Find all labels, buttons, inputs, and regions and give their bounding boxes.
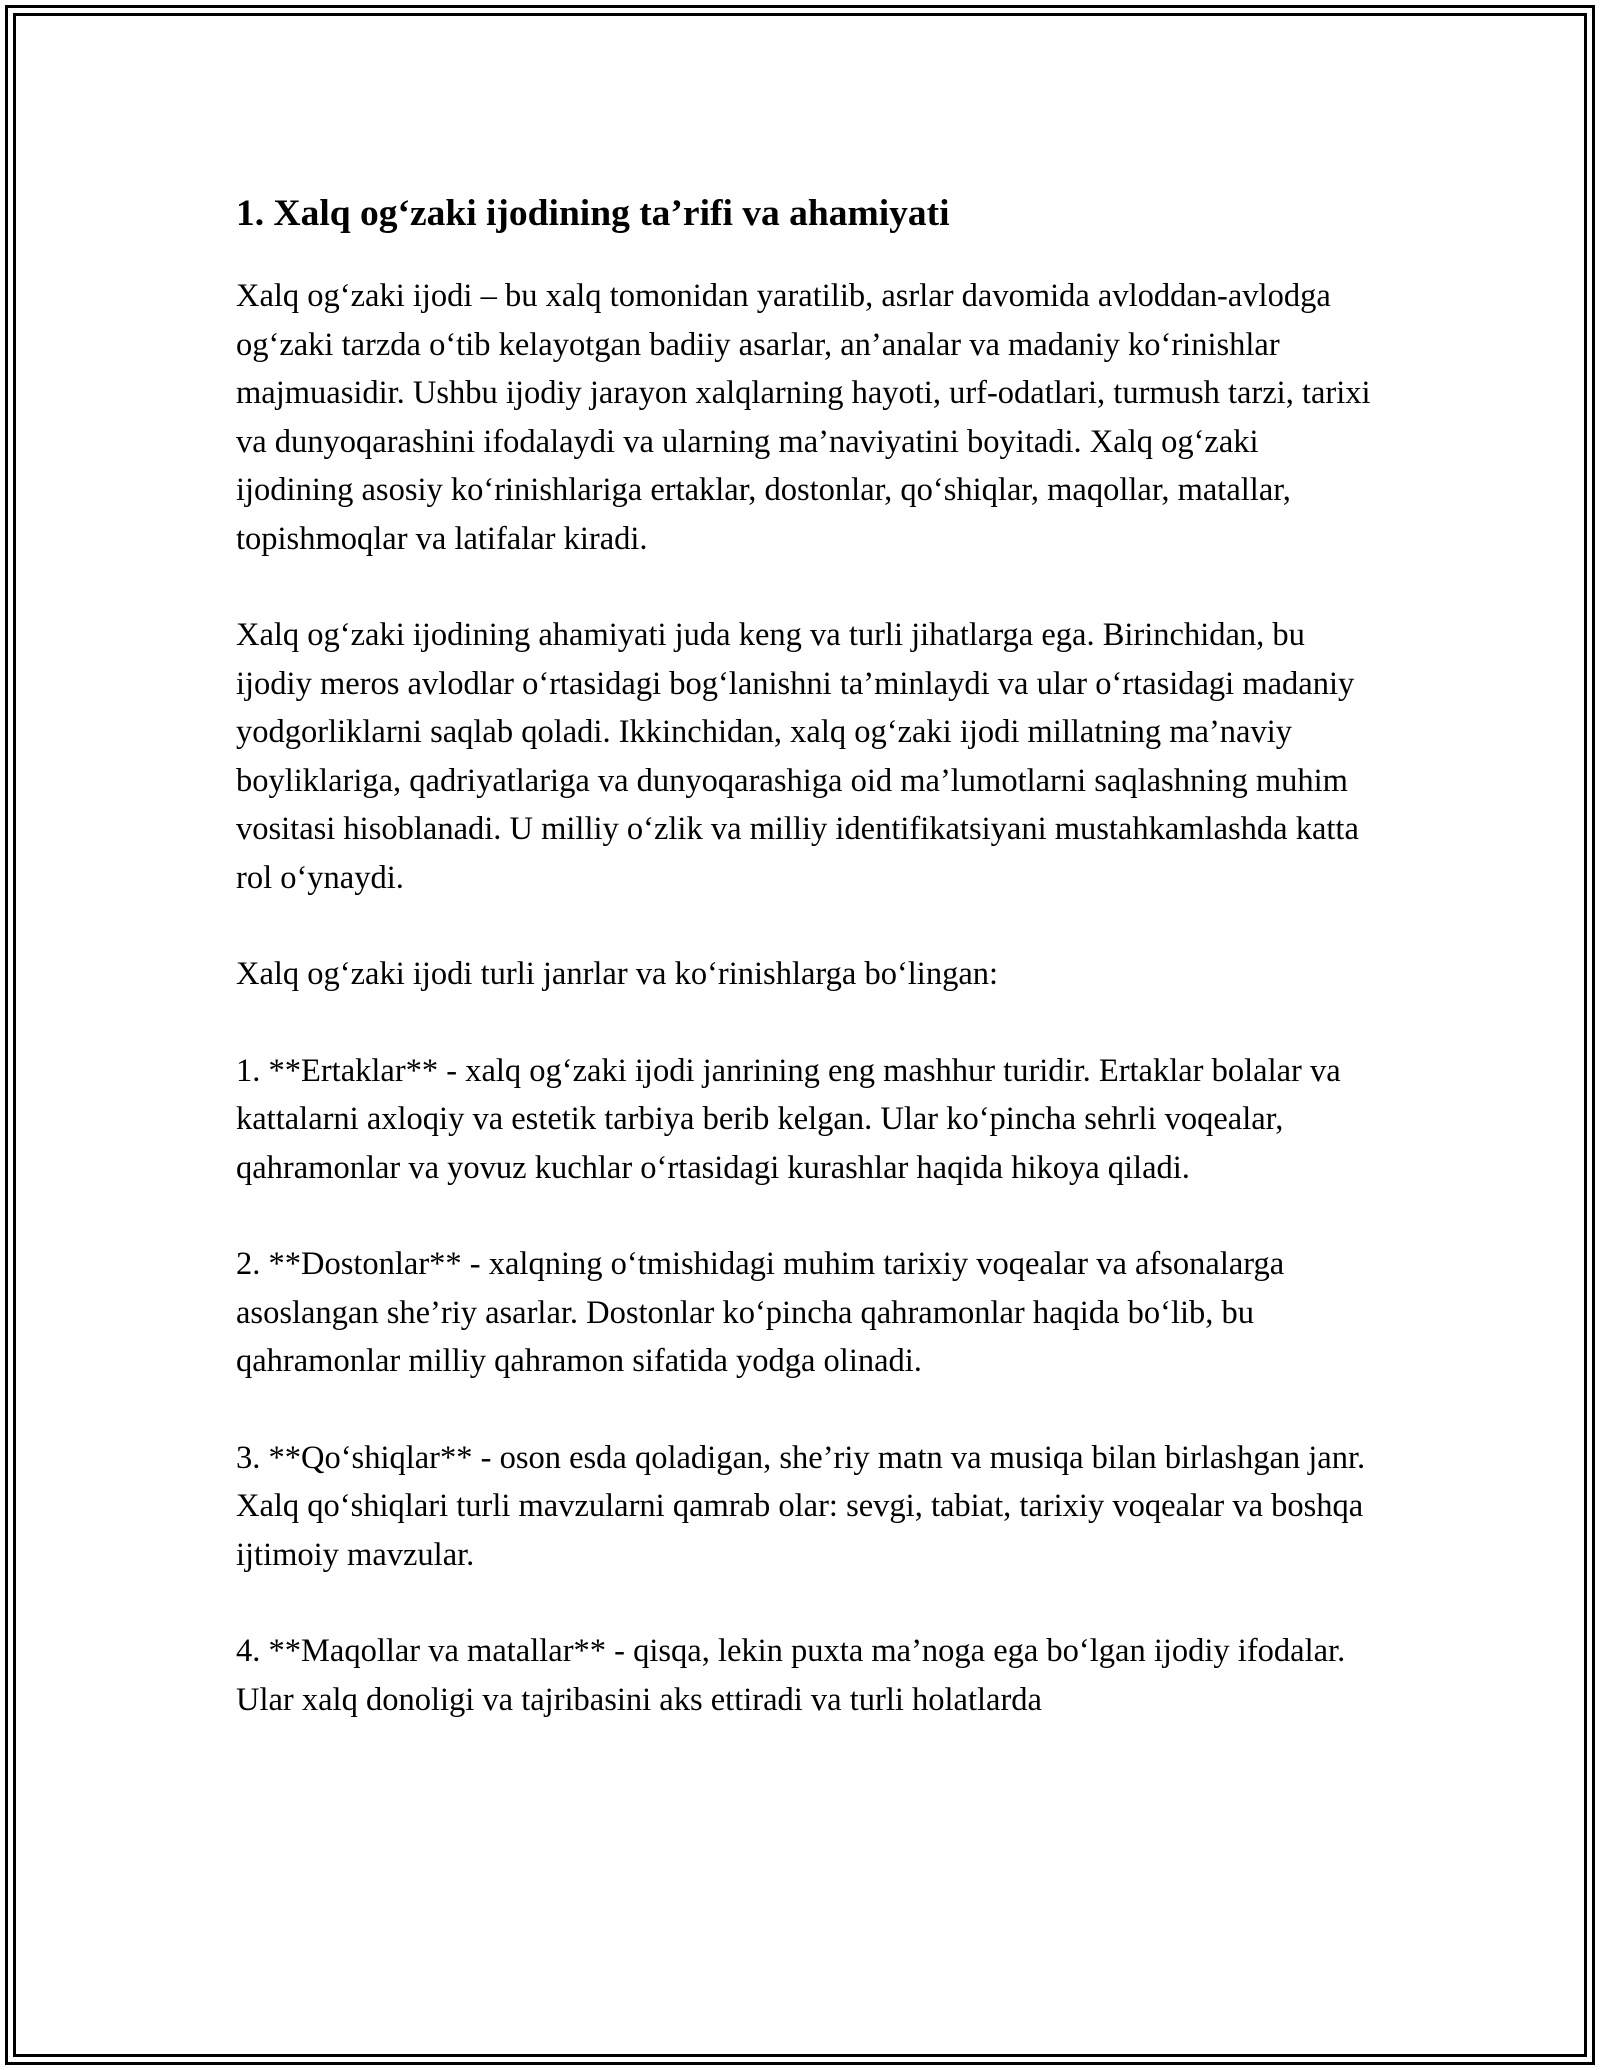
list-item-maqollar: 4. **Maqollar va matallar** - qisqa, lekin puxta ma’noga ega bo‘lgan ijodiy ifodalar. Ular xalq donoligi va tajribasini aks ettiradi va turli holatlarda — [236, 1633, 1346, 1718]
list-item-dostonlar: 2. **Dostonlar** - xalqning o‘tmishidagi muhim tarixiy voqealar va afsonalarga asoslangan she’riy asarlar. Dostonlar ko‘pincha qahramonlar haqida bo‘lib, bu qahramonlar milliy qahramon sifatida yodga olinadi. — [236, 1246, 1285, 1379]
document-body — [236, 188, 1381, 1772]
list-item-ertaklar: 1. **Ertaklar** - xalq og‘zaki ijodi janrining eng mashhur turidir. Ertaklar bolalar va kattalarni axloqiy va estetik tarbiya berib kelgan. Ular ko‘pincha sehrli voqealar, qahramonlar va yovuz kuchlar o‘rtasidagi kurashlar haqida hikoya qiladi. — [236, 1052, 1341, 1186]
section-heading: 1. Xalq og‘zaki ijodining ta’rifi va ahamiyati — [236, 193, 950, 234]
list-item-qoshiqlar: 3. **Qo‘shiqlar** - oson esda qoladigan, she’riy matn va musiqa bilan birlashgan janr. Xalq qo‘shiqlari turli mavzularni qamrab olar: sevgi, tabiat, tarixiy voqealar va boshqa ijtimoiy mavzular. — [236, 1439, 1366, 1573]
paragraph-genres-intro: Xalq og‘zaki ijodi turli janrlar va ko‘rinishlarga bo‘lingan: — [236, 956, 999, 992]
paragraph-definition: Xalq og‘zaki ijodi – bu xalq tomonidan yaratilib, asrlar davomida avloddan-avlodga og‘zaki tarzda o‘tib kelayotgan badiiy asarlar, an’analar va madaniy ko‘rinishlar majmuasidir. Ushbu ijodiy jarayon xalqlarning hayoti, urf-odatlari, turmush tarzi, tarixi va dunyoqarashini ifodalaydi va ularning ma’naviyatini boyitadi. Xalq og‘zaki ijodining asosiy ko‘rinishlariga ertaklar, dostonlar, qo‘shiqlar, maqollar, matallar, topishmoqlar va latifalar kiradi. — [236, 278, 1371, 557]
paragraph-importance: Xalq og‘zaki ijodining ahamiyati juda keng va turli jihatlarga ega. Birinchidan, bu ijodiy meros avlodlar o‘rtasidagi bog‘lanishni ta’minlaydi va ular o‘rtasidagi madaniy yodgorliklarni saqlab qoladi. Ikkinchidan, xalq og‘zaki ijodi millatning ma’naviy boyliklariga, qadriyatlariga va dunyoqarashiga oid ma’lumotlarni saqlashning muhim vositasi hisoblanadi. U milliy o‘zlik va milliy identifikatsiyani mustahkamlashda katta rol o‘ynaydi. — [236, 617, 1359, 896]
